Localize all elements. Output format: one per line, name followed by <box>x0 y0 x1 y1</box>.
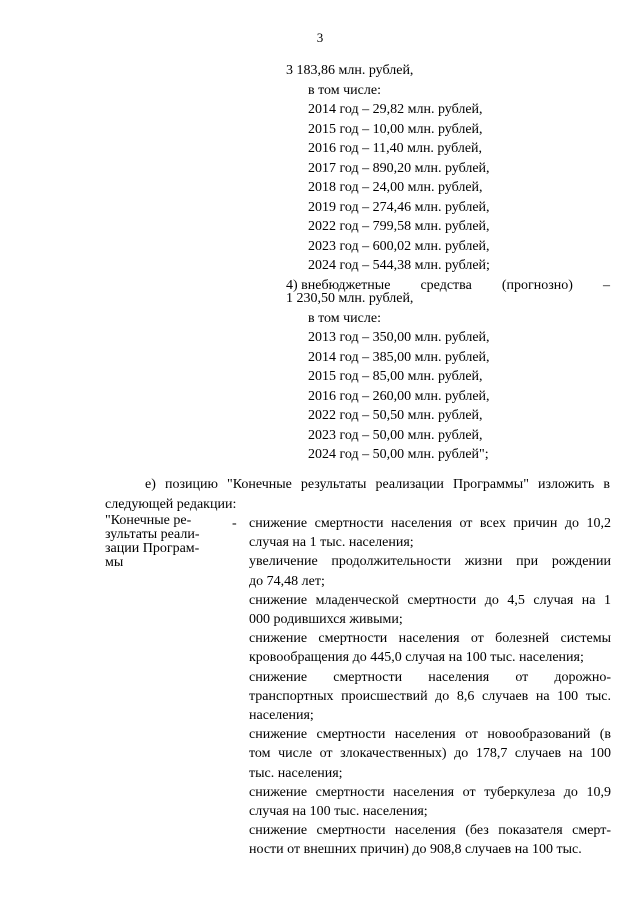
year-line: 2024 год – 50,00 млн. рублей"; <box>308 447 489 462</box>
result-line: случая на 1 тыс. населения; <box>249 535 414 551</box>
year-line: 2014 год – 385,00 млн. рублей, <box>308 349 490 365</box>
offbudget-word: (прогнозно) <box>501 277 573 293</box>
results-list <box>249 514 611 860</box>
offbudget-word: 4) внебюджетные <box>286 277 391 293</box>
result-item <box>249 783 611 821</box>
result-line: снижение смертности населения от новообразований (в <box>249 727 611 743</box>
offbudget-total: 1 230,50 млн. рублей, <box>286 291 414 306</box>
label-dash: - <box>232 516 237 531</box>
results-label <box>105 514 210 570</box>
result-item <box>249 668 611 726</box>
year-line: 2024 год – 544,38 млн. рублей; <box>308 258 490 273</box>
year-line: 2023 год – 50,00 млн. рублей, <box>308 427 483 443</box>
result-line: снижение младенческой смертности до 4,5 случая на 1 <box>249 592 611 608</box>
year-line: 2022 год – 50,50 млн. рублей, <box>308 408 483 423</box>
result-line: кровообращения до 445,0 случая на 100 тыс. населения; <box>249 650 584 666</box>
result-line: 000 родившихся живыми; <box>249 612 403 628</box>
result-line: снижение смертности населения от дорожно- <box>249 669 611 685</box>
year-line: 2013 год – 350,00 млн. рублей, <box>308 330 490 345</box>
result-line: случая на 100 тыс. населения; <box>249 804 428 820</box>
amendment-paragraph: е) позицию "Конечные результаты реализации Программы" изложить в следующей редакции: <box>105 477 610 512</box>
result-line: транспортных происшествий до 8,6 случаев на 100 тыс. <box>249 688 611 704</box>
year-line: 2015 год – 85,00 млн. рублей, <box>308 369 483 384</box>
offbudget-word: – <box>602 277 610 293</box>
result-line: снижение смертности населения от туберкулеза до 10,9 <box>249 784 611 800</box>
years-list-budget <box>286 100 610 276</box>
financing-total: 3 183,86 млн. рублей, <box>286 63 414 78</box>
result-line: снижение смертности населения от всех причин до 10,2 <box>249 516 611 531</box>
result-item <box>249 514 611 552</box>
year-line: 2022 год – 799,58 млн. рублей, <box>308 219 490 234</box>
result-item <box>249 591 611 629</box>
year-line: 2016 год – 11,40 млн. рублей, <box>308 141 483 156</box>
result-item <box>249 821 611 859</box>
result-item <box>249 725 611 783</box>
year-line: 2014 год – 29,82 млн. рублей, <box>308 102 483 117</box>
financing-block <box>286 61 610 465</box>
result-item <box>249 629 611 667</box>
result-line: тыс. населения; <box>249 765 343 781</box>
label-line: мы <box>105 555 124 570</box>
page-number: 3 <box>316 30 324 45</box>
years-list-offbudget <box>286 328 610 465</box>
result-line: населения; <box>249 708 314 724</box>
label-line: зации Програм- <box>105 541 200 556</box>
including-label: в том числе: <box>308 310 381 326</box>
offbudget-word: средства <box>420 277 472 293</box>
year-line: 2015 год – 10,00 млн. рублей, <box>308 121 483 137</box>
result-line: снижение смертности населения (без показателя смерт- <box>249 823 611 839</box>
year-line: 2016 год – 260,00 млн. рублей, <box>308 388 490 404</box>
year-line: 2023 год – 600,02 млн. рублей, <box>308 238 490 254</box>
result-line: ности от внешних причин) до 908,8 случаев на 100 тыс. <box>249 842 582 858</box>
year-line: 2017 год – 890,20 млн. рублей, <box>308 160 490 176</box>
label-line: "Конечные ре- <box>105 513 192 528</box>
result-line: до 74,48 лет; <box>249 573 325 589</box>
year-line: 2019 год – 274,46 млн. рублей, <box>308 199 490 215</box>
result-line: том числе от злокачественных) до 178,7 случаев на 100 <box>249 746 611 762</box>
including-label: в том числе: <box>308 82 381 98</box>
result-line: снижение смертности населения от болезней системы <box>249 631 611 647</box>
label-line: зультаты реали- <box>105 527 200 542</box>
year-line: 2018 год – 24,00 млн. рублей, <box>308 180 483 195</box>
result-item <box>249 552 611 590</box>
result-line: увеличение продолжительности жизни при рождении <box>249 554 611 570</box>
